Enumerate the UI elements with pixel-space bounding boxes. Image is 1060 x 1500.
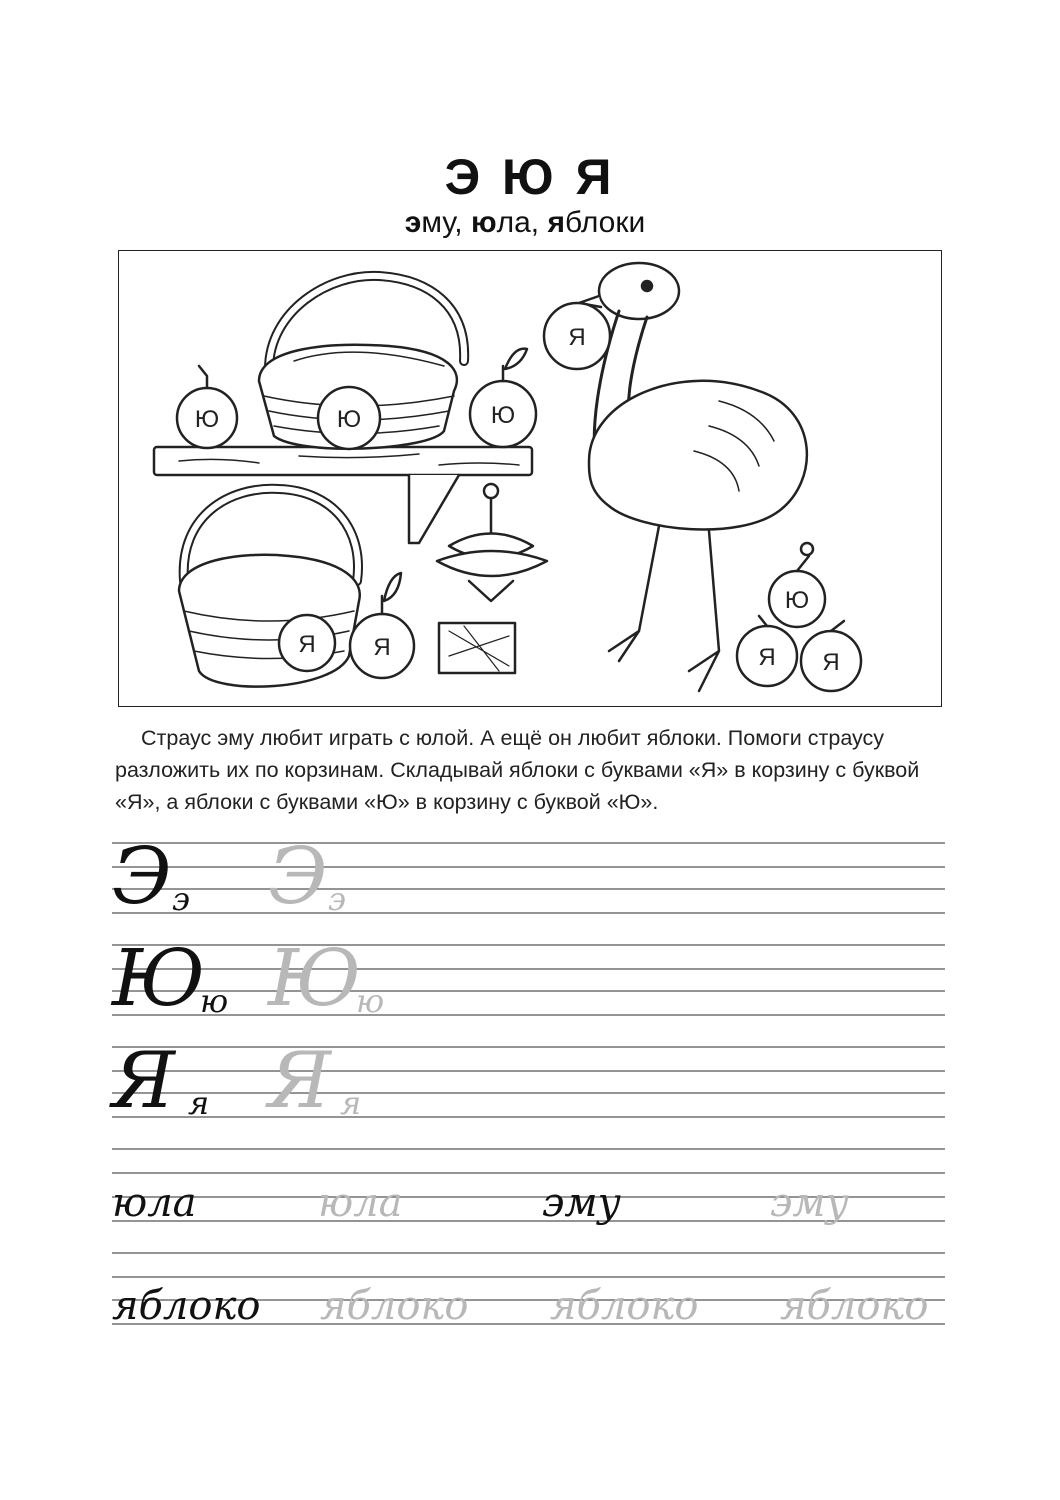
apple-label-4: Я: [568, 324, 586, 351]
cursive-capital-yu: Ю: [112, 934, 206, 1024]
subtitle-rest-3: блоки: [564, 206, 646, 239]
subtitle-separator-2: ,: [530, 206, 548, 239]
shelf: [154, 447, 532, 543]
coloring-illustration: [118, 250, 942, 707]
subtitle-bold-2: ю: [470, 206, 497, 239]
trace-word-yabloko-2: яблоко: [550, 1283, 699, 1329]
page-subtitle: [0, 206, 1050, 240]
subtitle-bold-3: я: [547, 206, 565, 239]
subtitle-rest-2: ла: [496, 206, 531, 239]
cursive-capital-ya: Я: [112, 1036, 175, 1126]
trace-capital-ya: Я: [268, 1036, 331, 1126]
cursive-small-e: э: [172, 880, 190, 918]
cursive-word-yula: юла: [112, 1180, 197, 1226]
page-title: Э Ю Я: [444, 149, 616, 205]
apple-label-9: Я: [822, 649, 840, 676]
trace-capital-e: Э: [268, 832, 328, 922]
cursive-word-yabloko: яблоко: [112, 1283, 261, 1329]
apple-label-1: Ю: [194, 406, 220, 433]
apple-label-7: Ю: [784, 587, 810, 614]
trace-word-emu: эму: [770, 1180, 849, 1226]
apple-label-2: Ю: [336, 406, 362, 433]
apple-3: [470, 349, 536, 447]
trace-small-ya: я: [340, 1084, 362, 1122]
cursive-small-yu: ю: [200, 982, 229, 1020]
illustration-svg: [119, 251, 941, 706]
apple-label-3: Ю: [490, 402, 516, 429]
trace-small-yu: ю: [356, 982, 385, 1020]
trace-word-yabloko-1: яблоко: [320, 1283, 469, 1329]
cursive-word-emu: эму: [542, 1180, 621, 1226]
apple-label-6: Я: [373, 634, 391, 661]
trace-word-yabloko-3: яблоко: [780, 1283, 929, 1329]
apple-7: [769, 543, 825, 627]
subtitle-separator-1: ,: [454, 206, 471, 239]
subtitle-bold-1: э: [404, 206, 422, 239]
task-instructions: Страус эму любит играть с юлой. А ещё он любит яблоки. Помоги страусу разложить их по корзинам. Складывай яблоки с буквами «Я» в корзину с буквой «Я», а яблоки с буквами «Ю» в корзину с буквой «Ю».: [115, 726, 920, 814]
subtitle-rest-1: му: [421, 206, 455, 239]
apple-label-8: Я: [758, 644, 776, 671]
cursive-capital-e: Э: [112, 832, 172, 922]
trace-small-e: э: [328, 880, 346, 918]
apple-label-5: Я: [298, 631, 316, 658]
cursive-small-ya: я: [188, 1084, 210, 1122]
trace-word-yula: юла: [318, 1180, 403, 1226]
spinning-top-toy: [437, 484, 547, 673]
trace-capital-yu: Ю: [268, 934, 362, 1024]
